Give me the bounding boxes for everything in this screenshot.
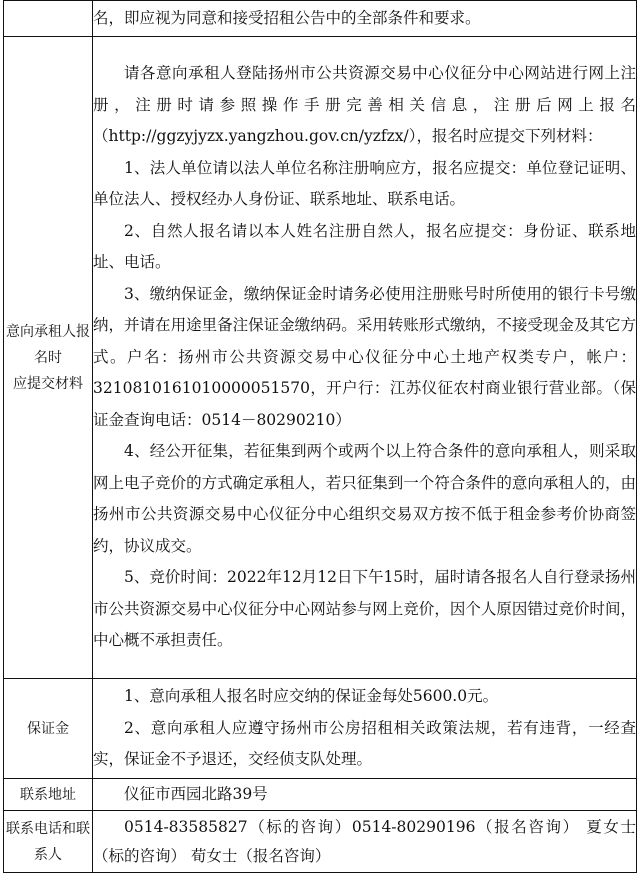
- materials-item-2: 2、自然人报名请以本人姓名注册自然人，报名应提交：身份证、联系地址、电话。: [93, 221, 636, 272]
- materials-label: [4, 37, 93, 679]
- contact-content: [93, 811, 637, 873]
- label-cell-empty: [4, 1, 93, 37]
- materials-item-3: 3、缴纳保证金，缴纳保证金时请务必使用注册账号时所使用的银行卡号缴纳，并请在用途里备注保证金缴纳码。采用转账形式缴纳，不接受现金及其它方式。户名：扬州市公共资源交易中心仪征分中心土地产权类专户，帐户：3210810161010000051570，开户行：江苏仪征农村商业银行营业部。（保证金查询电话：0514－80290210）: [93, 284, 636, 429]
- contact-label: [4, 811, 93, 873]
- table-row: [4, 1, 637, 37]
- deposit-label: 保证金: [4, 679, 93, 779]
- materials-item-1: 1、法人单位请以法人单位名称注册响应方，报名应提交：单位登记证明、单位法人、授权经办人身份证、联系地址、联系电话。: [93, 158, 636, 209]
- materials-label-line: 名时: [34, 349, 62, 366]
- materials-content: [93, 37, 637, 679]
- table-row: [4, 37, 637, 679]
- materials-item-4: 4、经公开征集，若征集到两个或两个以上符合条件的意向承租人，则采取网上电子竞价的方式确定承租人，若只征集到一个符合条件的意向承租人的，由扬州市公共资源交易中心仪征分中心组织交易双方按不低于租金参考价协商签约，协议成交。: [93, 442, 636, 555]
- top-continuation-text: 名，即应视为同意和接受招租公告中的全部条件和要求。: [93, 9, 481, 27]
- table-row: [4, 679, 637, 779]
- address-content: [93, 779, 637, 811]
- address-label: 联系地址: [4, 779, 93, 811]
- contact-value: 0514-83585827（标的咨询）0514-80290196（报名咨询） 夏女士（标的咨询） 荀女士（报名咨询）: [93, 817, 636, 865]
- content-cell: [93, 1, 637, 37]
- materials-intro-paragraph: 请各意向承租人登陆扬州市公共资源交易中心仪征分中心网站进行网上注册，注册时请参照操作手册完善相关信息，注册后网上报名（http://ggzyjyzx.yangzhou.gov.cn/yzfzx/），报名时应提交下列材料：: [93, 64, 636, 146]
- deposit-content: [93, 679, 637, 779]
- materials-label-line: 意向承租人报: [6, 323, 90, 340]
- address-value: 仪征市西园北路39号: [124, 785, 268, 803]
- deposit-item-2: 2、意向承租人应遵守扬州市公房招租相关政策法规，若有违背，一经查实，保证金不予退还，交经侦支队处理。: [93, 718, 636, 769]
- deposit-item-1: 1、意向承租人报名时应交纳的保证金每处5600.0元。: [124, 687, 499, 706]
- materials-item-5: 5、竞价时间：2022年12月12日下午15时，届时请各报名人自行登录扬州市公共资源交易中心仪征分中心网站参与网上竞价，因个人原因错过竞价时间，中心概不承担责任。: [93, 568, 636, 650]
- contact-label-line: 系人: [34, 846, 62, 863]
- table-row: [4, 811, 637, 873]
- materials-label-line: 应提交材料: [13, 375, 83, 392]
- table-row: [4, 779, 637, 811]
- notice-table: [3, 0, 637, 873]
- contact-label-line: 联系电话和联: [6, 820, 90, 837]
